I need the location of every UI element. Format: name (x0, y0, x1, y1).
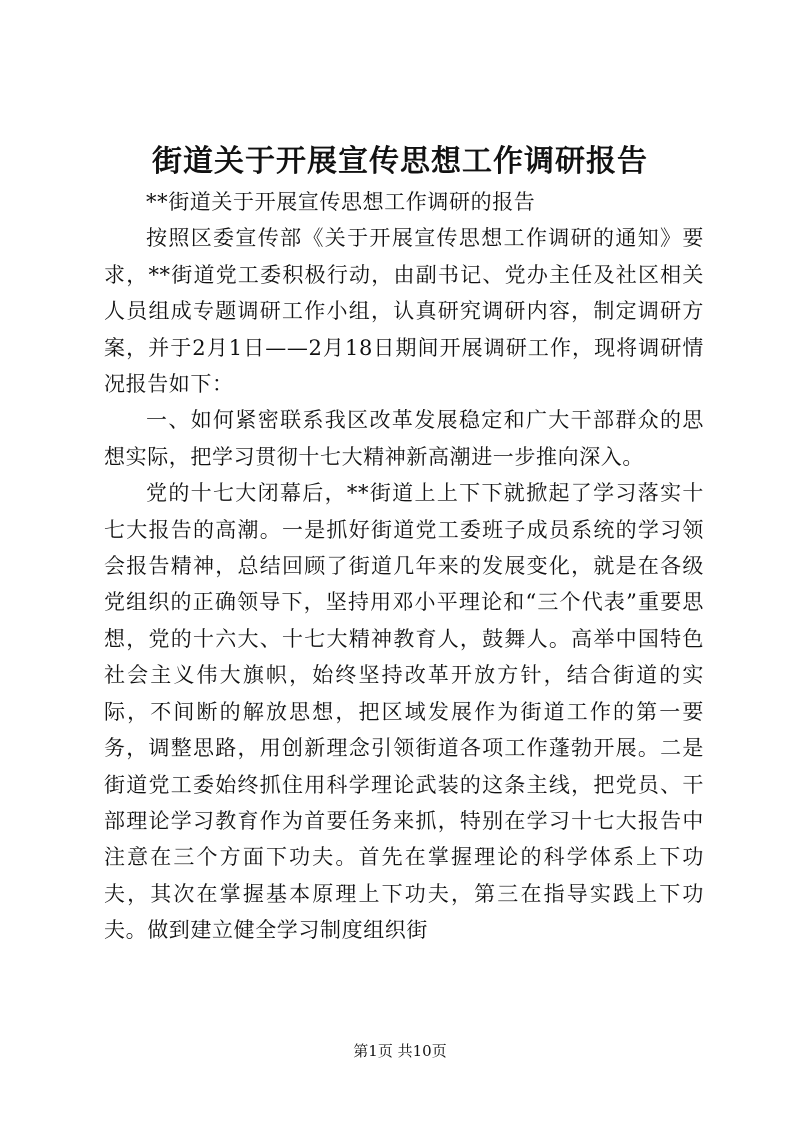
paragraph-section-one-body: 党的十七大闭幕后，**街道上上下下就掀起了学习落实十七大报告的高潮。一是抓好街道党工委班子成员系统的学习领会报告精神，总结回顾了街道几年来的发展变化，就是在各级党组织的正确领导下，坚持用邓小平理论和“三个代表”重要思想，党的十六大、十七大精神教育人，鼓舞人。高举中国特色社会主义伟大旗帜，始终坚持改革开放方针，结合街道的实际，不间断的解放思想，把区域发展作为街道工作的第一要务，调整思路，用创新理念引领街道各项工作蓬勃开展。二是街道党工委始终抓住用科学理论武装的这条主线，把党员、干部理论学习教育作为首要任务来抓，特别在学习十七大报告中注意在三个方面下功夫。首先在掌握理论的科学体系上下功夫，其次在掌握基本原理上下功夫，第三在指导实践上下功夫。做到建立健全学习制度组织街 (104, 481, 704, 943)
page-number-footer: 第1页 共10页 (353, 1042, 447, 1060)
paragraph-subtitle: **街道关于开展宣传思想工作调研的报告 (146, 190, 536, 214)
paragraph-section-one-heading: 一、如何紧密联系我区改革发展稳定和广大干部群众的思想实际，把学习贯彻十七大精神新高潮进一步推向深入。 (104, 408, 704, 469)
paragraph-intro: 按照区委宣传部《关于开展宣传思想工作调研的通知》要求，**街道党工委积极行动，由副书记、党办主任及社区相关人员组成专题调研工作小组，认真研究调研内容，制定调研方案，并于2月1日——2月18日期间开展调研工作，现将调研情况报告如下： (104, 226, 704, 397)
document-body (104, 184, 704, 949)
document-title: 街道关于开展宣传思想工作调研报告 (152, 144, 648, 179)
